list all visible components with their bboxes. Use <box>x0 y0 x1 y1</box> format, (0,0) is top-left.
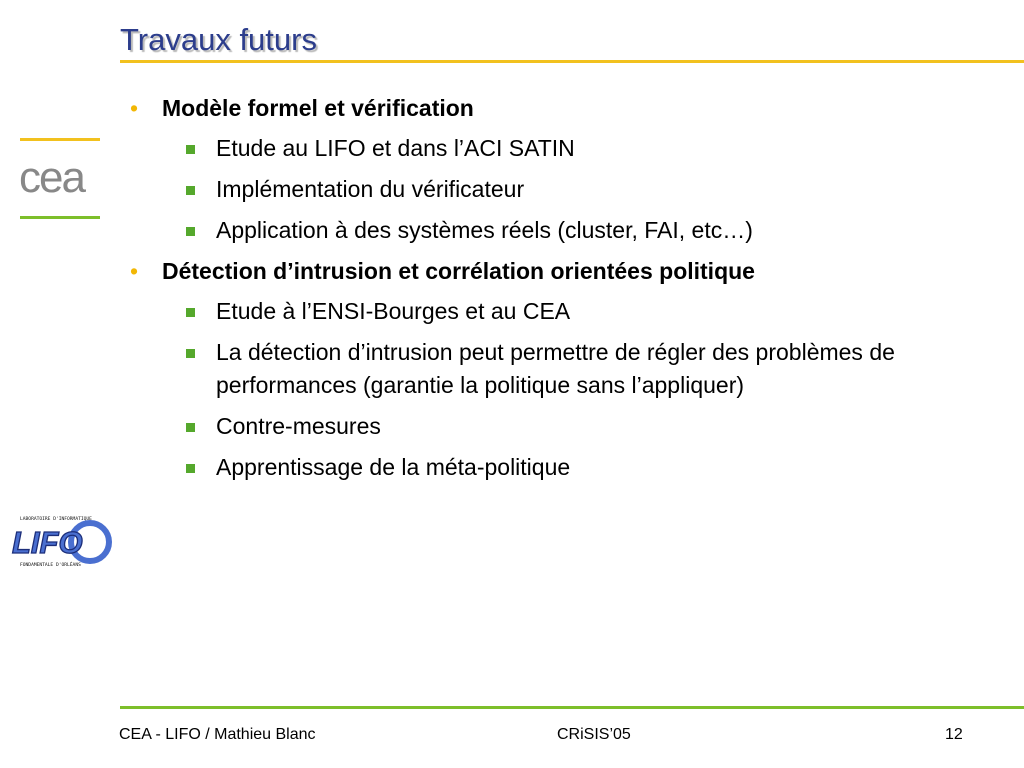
list-item <box>186 173 930 206</box>
bullet-square-icon <box>186 227 195 236</box>
footer-divider <box>120 706 1024 709</box>
bullet-square-icon <box>186 423 195 432</box>
list-item <box>186 451 930 484</box>
bullet-square-icon <box>186 308 195 317</box>
cea-logo-text: cea <box>19 160 84 200</box>
section-heading-2 <box>130 255 930 287</box>
cea-logo-glyphs <box>18 160 104 200</box>
list-item-text: Etude au LIFO et dans l’ACI SATIN <box>216 135 575 161</box>
bullet-square-icon <box>186 349 195 358</box>
list-item-text: Application à des systèmes réels (cluster, FAI, etc…) <box>216 217 753 243</box>
list-item-text: Implémentation du vérificateur <box>216 176 525 202</box>
footer-author: CEA - LIFO / Mathieu Blanc <box>119 726 316 743</box>
bullet-square-icon <box>186 464 195 473</box>
cea-logo <box>18 138 104 224</box>
list-item-text: Apprentissage de la méta-politique <box>216 454 571 480</box>
section-heading-text: Modèle formel et vérification <box>162 95 474 121</box>
bullet-dot-icon: • <box>130 258 139 284</box>
list-item <box>186 410 930 443</box>
lifo-caption-bottom: FONDAMENTALE D'ORLÉANS <box>20 563 81 568</box>
section-heading-1 <box>130 92 930 124</box>
footer-event: CRiSIS’05 <box>557 726 631 743</box>
bullet-square-icon <box>186 186 195 195</box>
list-item <box>186 214 930 247</box>
slide-title: Travaux futurs <box>120 22 317 57</box>
lifo-logo <box>8 512 116 570</box>
lifo-caption-top: LABORATOIRE D'INFORMATIQUE <box>20 517 92 522</box>
lifo-logo-graphic <box>8 512 116 570</box>
slide-content <box>130 92 930 492</box>
list-item <box>186 336 916 402</box>
slide-number: 12 <box>945 726 963 743</box>
list-item-text: Contre-mesures <box>216 413 381 439</box>
list-item <box>186 295 930 328</box>
list-item-text: Etude à l’ENSI-Bourges et au CEA <box>216 298 571 324</box>
title-divider <box>120 60 1024 63</box>
section-heading-text: Détection d’intrusion et corrélation orientées politique <box>162 258 755 284</box>
list-item-text: La détection d’intrusion peut permettre de régler des problèmes de performances (garantie la politique sans l’appliquer) <box>216 339 895 398</box>
cea-logo-top-bar <box>20 138 100 141</box>
cea-logo-bottom-bar <box>20 216 100 219</box>
list-item <box>186 132 930 165</box>
lifo-logo-word: LIFO <box>12 525 83 560</box>
bullet-square-icon <box>186 145 195 154</box>
bullet-dot-icon: • <box>130 95 139 121</box>
